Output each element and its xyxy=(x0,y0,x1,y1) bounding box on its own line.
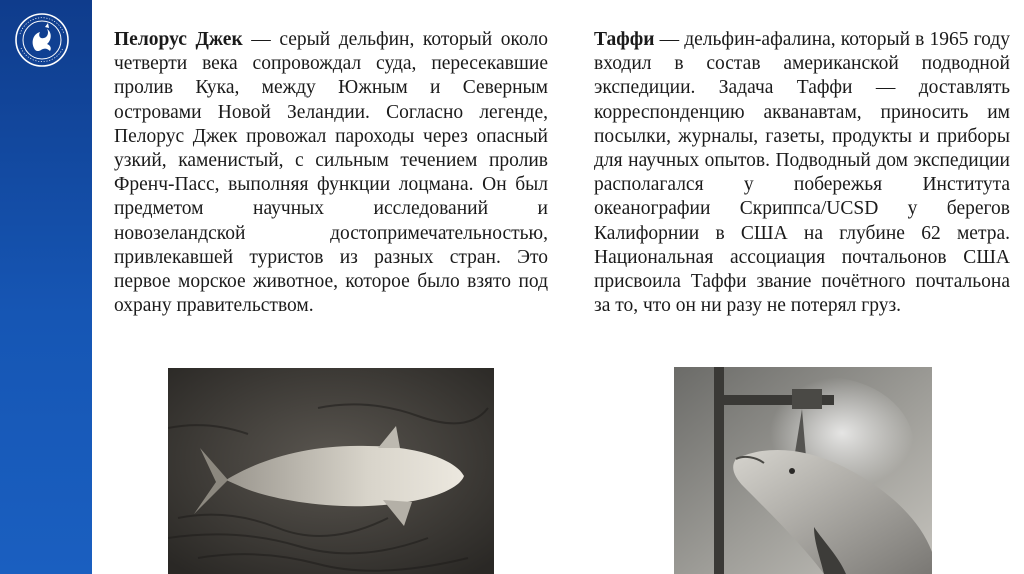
pelorus-jack-paragraph xyxy=(114,28,548,318)
university-seal-logo xyxy=(14,12,70,68)
taffy-photo xyxy=(674,367,932,574)
taffy-text: — дельфин-афалина, который в 1965 году входил в состав американской подводной экспедиции. Задача Таффи — доставлять корреспонденцию акванавтам, приносить им посылки, журналы, газеты, продукты и приборы для научных опытов. Подводный дом экспедиции располагался у побережья Института океанографии Скриппса/UCSD у берегов Калифорнии в США на глубине 62 метра. Национальная ассоциация почтальонов США присвоила Таффи звание почётного почтальона за то, что он ни разу не потерял груз. xyxy=(594,29,1010,317)
pelorus-jack-name: Пелорус Джек xyxy=(114,29,243,50)
pelorus-jack-text: — серый дельфин, который около четверти века сопровождал суда, пересекавшие пролив Кука, между Южным и Северным островами Новой Зеландии. Согласно легенде, Пелорус Джек провожал пароходы через опасный узкий, каменистый, с сильным течением пролив Френч-Пасс, выполняя функции лоцмана. Он был предметом научных исследований и новозеландской достопримечательностью, привлекавшей туристов из разных стран. Это первое морское животное, которое было взято под охрану правительством. xyxy=(114,29,548,317)
taffy-name: Таффи xyxy=(594,29,655,50)
pelorus-jack-photo xyxy=(168,368,494,574)
sidebar-band xyxy=(0,0,92,574)
taffy-paragraph xyxy=(594,28,1010,318)
